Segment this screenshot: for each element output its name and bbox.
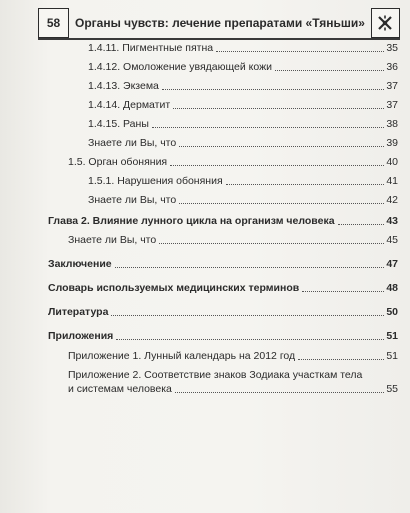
toc-entry-page: 48 (386, 282, 398, 294)
page-number: 58 (38, 8, 69, 38)
toc-entry-label: Словарь используемых медицинских терминов (48, 282, 300, 294)
toc-entry[interactable] (88, 80, 398, 93)
toc-entry-label: 1.4.12. Омоложение увядающей кожи (88, 61, 272, 73)
toc-chapter-entry[interactable] (48, 215, 398, 228)
toc-entry-page: 40 (386, 156, 398, 168)
toc-chapter-entry[interactable] (48, 258, 398, 271)
toc-entry-page: 35 (386, 42, 398, 54)
toc-entry-page: 51 (386, 330, 398, 342)
toc-entry-label: Знаете ли Вы, что (68, 234, 157, 246)
toc-entry-page: 38 (386, 118, 398, 130)
toc-entry-label-line2: и системам человека (68, 383, 172, 395)
toc-chapter-entry[interactable] (48, 306, 398, 319)
toc-entry-label: 1.5. Орган обоняния (68, 156, 168, 168)
toc-entry-page: 47 (386, 258, 398, 270)
toc-entry-label: 1.4.14. Дерматит (88, 99, 171, 111)
toc-entry-label: 1.4.15. Раны (88, 118, 149, 130)
toc-chapter-entry[interactable] (48, 330, 398, 343)
toc-entry-label: 1.4.11. Пигментные пятна (88, 42, 214, 54)
page-header (38, 8, 400, 40)
toc-entry[interactable] (68, 368, 398, 396)
toc-entry[interactable] (88, 61, 398, 74)
toc-entry[interactable] (88, 99, 398, 112)
toc-entry[interactable] (68, 350, 398, 363)
toc-entry-label: Литература (48, 306, 109, 318)
toc-entry-page: 37 (386, 80, 398, 92)
logo-glyph-icon (376, 14, 394, 32)
toc-entry-page: 36 (386, 61, 398, 73)
toc-entry-page: 39 (386, 137, 398, 149)
toc-entry-page: 55 (386, 383, 398, 395)
toc-entry-label: 1.4.13. Экзема (88, 80, 159, 92)
toc-entry-label: 1.5.1. Нарушения обоняния (88, 175, 223, 187)
toc-entry-page: 45 (386, 234, 398, 246)
toc-entry-label: Приложения (48, 330, 114, 342)
toc-entry[interactable] (88, 118, 398, 131)
toc-entry-page: 43 (386, 215, 398, 227)
running-title: Органы чувств: лечение препаратами «Тяньши» (74, 16, 365, 30)
tiens-logo-icon (371, 8, 400, 38)
toc-entry[interactable] (88, 194, 398, 207)
toc-entry-label: Заключение (48, 258, 112, 270)
toc-chapter-entry[interactable] (48, 282, 398, 295)
toc-entry-page: 51 (386, 350, 398, 362)
toc-entry-label-line1: Приложение 2. Соответствие знаков Зодиака участкам тела (68, 369, 363, 381)
toc-entry[interactable] (88, 42, 398, 55)
toc-entry-page: 50 (386, 306, 398, 318)
toc-entry[interactable] (68, 156, 398, 169)
toc-entry-label: Знаете ли Вы, что (88, 137, 177, 149)
toc-entry-page: 42 (386, 194, 398, 206)
toc-entry-label: Знаете ли Вы, что (88, 194, 177, 206)
toc-entry-label: Глава 2. Влияние лунного цикла на организм человека (48, 215, 335, 227)
toc-entry[interactable] (68, 234, 398, 247)
toc-entry-page: 37 (386, 99, 398, 111)
toc-entry-label: Приложение 1. Лунный календарь на 2012 год (68, 350, 296, 362)
toc-entry[interactable] (88, 175, 398, 188)
toc-entry-page: 41 (386, 175, 398, 187)
toc-entry[interactable] (88, 137, 398, 150)
